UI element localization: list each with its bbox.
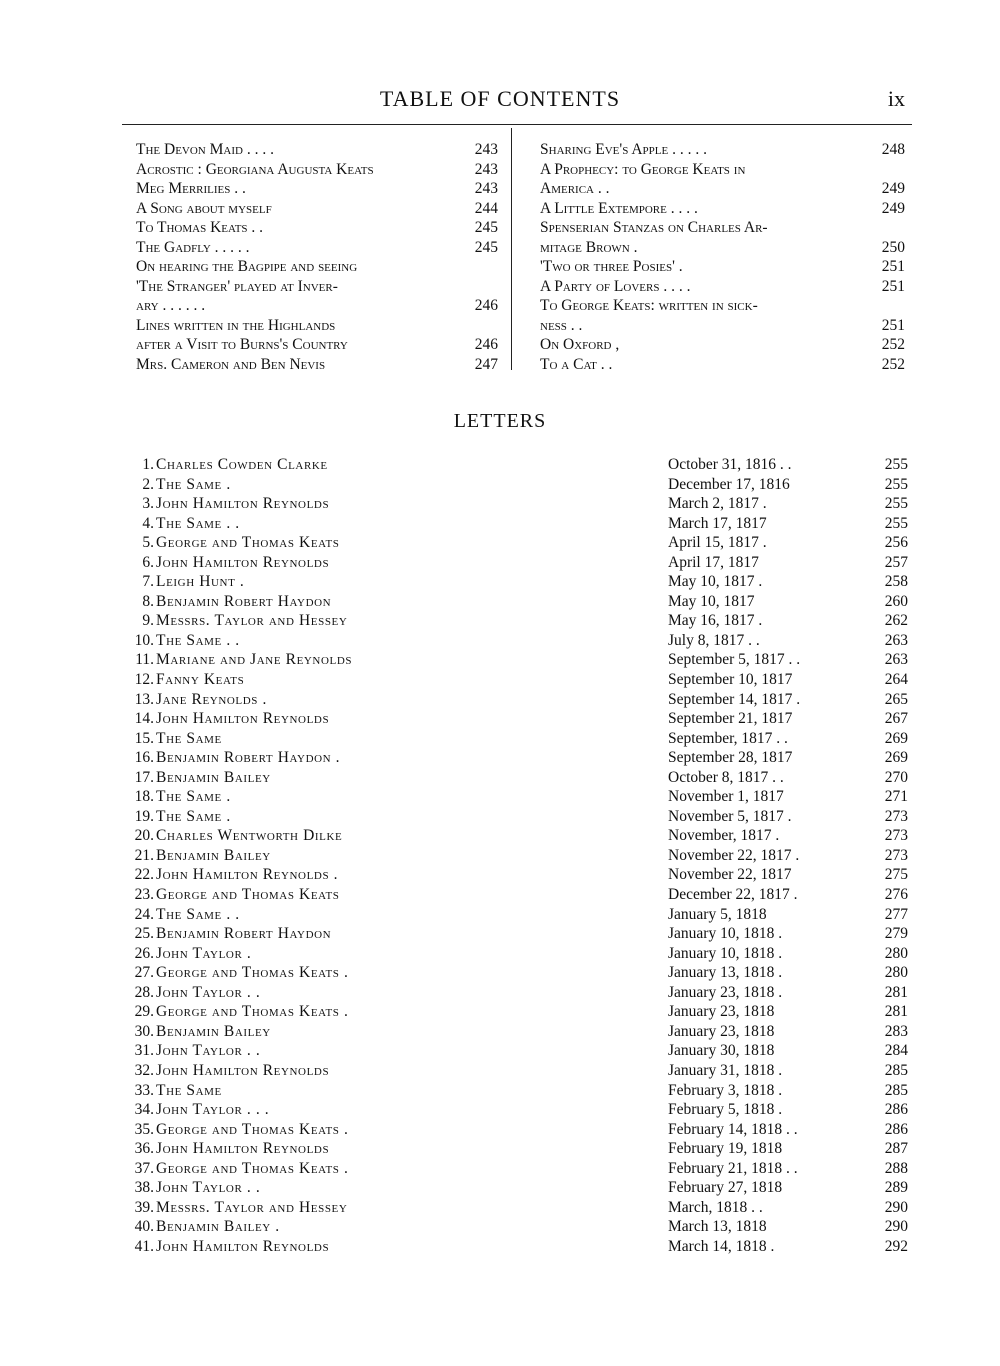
toc-entry-title: Meg Merrilies . . bbox=[136, 180, 246, 197]
letter-row bbox=[118, 1198, 908, 1218]
letter-number: 32. bbox=[134, 1061, 154, 1079]
letter-date: February 5, 1818 . bbox=[668, 1101, 783, 1119]
letter-date: November 22, 1817 . bbox=[668, 846, 800, 864]
toc-entry-title: To George Keats: written in sick- bbox=[540, 297, 758, 314]
letter-date: March 14, 1818 . bbox=[668, 1237, 775, 1255]
letter-recipient: George and Thomas Keats . bbox=[156, 1159, 349, 1177]
toc-entry-page: 246 bbox=[474, 336, 498, 353]
letter-number: 34. bbox=[134, 1101, 154, 1119]
letter-number: 20. bbox=[134, 827, 154, 845]
toc-entry bbox=[540, 160, 905, 180]
toc-entry-title: A Song about myself bbox=[136, 199, 272, 217]
letter-number: 1. bbox=[142, 456, 154, 473]
letter-date: April 15, 1817 . bbox=[668, 534, 767, 552]
letter-date: December 17, 1816 bbox=[668, 475, 790, 493]
letter-row bbox=[118, 1100, 908, 1120]
letters-section-title: LETTERS bbox=[453, 410, 547, 432]
letter-number: 30. bbox=[134, 1022, 154, 1040]
letter-row bbox=[118, 475, 908, 495]
letter-row bbox=[118, 748, 908, 768]
letter-recipient: Leigh Hunt . bbox=[156, 573, 245, 591]
letter-recipient: Benjamin Bailey bbox=[156, 846, 271, 864]
letter-row bbox=[118, 709, 908, 729]
letter-page: 269 bbox=[884, 729, 908, 747]
letter-number: 8. bbox=[142, 592, 154, 610]
letter-number: 7. bbox=[142, 573, 154, 591]
toc-entry bbox=[136, 238, 498, 258]
letter-date: September 10, 1817 bbox=[668, 671, 793, 689]
toc-entry-page bbox=[873, 218, 905, 238]
toc-entry bbox=[540, 199, 905, 219]
letter-page: 280 bbox=[884, 964, 908, 982]
letter-page: 290 bbox=[884, 1218, 908, 1236]
letter-row bbox=[118, 768, 908, 788]
toc-entry bbox=[540, 238, 905, 258]
letter-page: 275 bbox=[884, 866, 908, 884]
toc-entry-page: 249 bbox=[881, 180, 905, 197]
letter-row bbox=[118, 807, 908, 827]
toc-entry-page: 248 bbox=[881, 141, 905, 158]
letter-date: January 31, 1818 . bbox=[668, 1061, 783, 1079]
letter-row bbox=[118, 1178, 908, 1198]
letter-number: 24. bbox=[134, 905, 154, 923]
letter-recipient: John Hamilton Reynolds . bbox=[156, 866, 339, 884]
letter-row bbox=[118, 533, 908, 553]
toc-entry-title: On hearing the Bagpipe and seeing bbox=[136, 258, 358, 275]
toc-entry-page: 251 bbox=[881, 316, 905, 334]
toc-entry-title: To a Cat . . bbox=[540, 355, 613, 373]
toc-entry bbox=[540, 277, 905, 297]
letter-number: 35. bbox=[134, 1120, 154, 1138]
letter-date: November 1, 1817 bbox=[668, 788, 784, 806]
letter-number: 15. bbox=[134, 729, 154, 747]
letter-page: 270 bbox=[884, 768, 908, 786]
letter-row bbox=[118, 1217, 908, 1237]
letter-row bbox=[118, 650, 908, 670]
letter-recipient: Fanny Keats bbox=[156, 671, 245, 689]
letter-recipient: The Same . bbox=[156, 475, 231, 493]
toc-entry-page bbox=[873, 296, 905, 316]
letter-page: 264 bbox=[884, 671, 908, 689]
toc-entry-title: 'Two or three Posies' . bbox=[540, 258, 683, 275]
toc-entry bbox=[540, 257, 905, 277]
toc-entry bbox=[136, 316, 498, 336]
letter-recipient: John Hamilton Reynolds bbox=[156, 553, 330, 571]
letter-date: September 28, 1817 bbox=[668, 749, 793, 767]
letter-number: 5. bbox=[142, 534, 154, 552]
letter-number: 36. bbox=[134, 1140, 154, 1158]
letter-date: February 14, 1818 . . bbox=[668, 1120, 798, 1138]
letter-recipient: The Same bbox=[156, 1081, 222, 1099]
letter-number: 27. bbox=[134, 964, 154, 982]
letter-date: January 10, 1818 . bbox=[668, 925, 783, 943]
toc-entry-page bbox=[873, 160, 905, 180]
letter-date: November, 1817 . bbox=[668, 827, 780, 845]
letter-number: 18. bbox=[134, 788, 154, 806]
column-divider bbox=[511, 128, 512, 370]
letter-date: February 27, 1818 bbox=[668, 1179, 783, 1197]
letter-row bbox=[118, 611, 908, 631]
letter-number: 11. bbox=[135, 651, 154, 669]
letter-page: 283 bbox=[884, 1022, 908, 1040]
toc-entry-page: 243 bbox=[474, 141, 498, 158]
letter-row bbox=[118, 963, 908, 983]
letter-row bbox=[118, 1022, 908, 1042]
letter-row bbox=[118, 514, 908, 534]
letter-row bbox=[118, 1159, 908, 1179]
letter-date: September 14, 1817 . bbox=[668, 690, 801, 708]
toc-entry bbox=[540, 179, 905, 199]
letter-row bbox=[118, 455, 908, 475]
letter-number: 21. bbox=[134, 846, 154, 864]
page-number: ix bbox=[887, 86, 905, 111]
toc-left-column bbox=[136, 140, 498, 374]
letter-page: 281 bbox=[884, 983, 908, 1001]
letter-number: 41. bbox=[134, 1237, 154, 1255]
toc-entry-page: 251 bbox=[881, 277, 905, 295]
letter-number: 9. bbox=[142, 612, 154, 630]
letters-list bbox=[118, 455, 908, 1256]
toc-entry bbox=[136, 140, 498, 160]
toc-entry-title: A Little Extempore . . . . bbox=[540, 199, 698, 217]
letter-number: 22. bbox=[134, 866, 154, 884]
letter-recipient: John Hamilton Reynolds bbox=[156, 710, 330, 728]
toc-entry bbox=[540, 316, 905, 336]
toc-entry-page: 250 bbox=[881, 238, 905, 256]
toc-entry-page: 251 bbox=[881, 258, 905, 275]
letter-page: 289 bbox=[884, 1179, 908, 1197]
letter-number: 14. bbox=[134, 710, 154, 728]
letter-date: February 19, 1818 bbox=[668, 1140, 783, 1158]
letter-date: February 21, 1818 . . bbox=[668, 1159, 798, 1177]
letter-number: 40. bbox=[134, 1218, 154, 1236]
letter-number: 39. bbox=[134, 1198, 154, 1216]
toc-entry-page: 252 bbox=[881, 355, 905, 373]
letter-recipient: The Same . bbox=[156, 807, 231, 825]
toc-entry-page: 247 bbox=[474, 355, 498, 373]
letter-row bbox=[118, 670, 908, 690]
letter-page: 255 bbox=[884, 514, 908, 532]
toc-entry-page: 244 bbox=[474, 199, 498, 217]
letter-page: 287 bbox=[884, 1140, 908, 1158]
letter-recipient: Messrs. Taylor and Hessey bbox=[156, 612, 348, 630]
letter-page: 285 bbox=[884, 1081, 908, 1099]
toc-entry bbox=[136, 257, 498, 277]
letter-number: 12. bbox=[134, 671, 154, 689]
letter-recipient: John Hamilton Reynolds bbox=[156, 1237, 330, 1255]
letter-recipient: George and Thomas Keats . bbox=[156, 1120, 349, 1138]
letter-recipient: Benjamin Bailey . bbox=[156, 1218, 280, 1236]
toc-entry-page: 245 bbox=[474, 219, 498, 236]
toc-entry-title: A Party of Lovers . . . . bbox=[540, 277, 691, 295]
toc-entry-page bbox=[466, 277, 498, 297]
letter-recipient: John Taylor . . bbox=[156, 983, 261, 1001]
toc-entry-page bbox=[466, 257, 498, 277]
toc-entry-page: 245 bbox=[474, 238, 498, 256]
letter-number: 4. bbox=[142, 514, 154, 532]
letter-recipient: Benjamin Robert Haydon . bbox=[156, 749, 341, 767]
letter-date: November 5, 1817 . bbox=[668, 807, 792, 825]
letter-date: May 10, 1817 bbox=[668, 592, 755, 610]
letter-recipient: John Taylor . . . bbox=[156, 1101, 270, 1119]
letter-page: 273 bbox=[884, 827, 908, 845]
toc-entry-title: Sharing Eve's Apple . . . . . bbox=[540, 141, 707, 158]
toc-entry bbox=[540, 296, 905, 316]
letter-page: 276 bbox=[884, 886, 908, 904]
toc-entry-page: 243 bbox=[474, 180, 498, 197]
letter-row bbox=[118, 924, 908, 944]
letter-recipient: George and Thomas Keats . bbox=[156, 1003, 349, 1021]
letter-recipient: Benjamin Robert Haydon bbox=[156, 925, 332, 943]
toc-entry-title: A Prophecy: to George Keats in bbox=[540, 160, 746, 178]
toc-entry-title: America . . bbox=[540, 180, 610, 197]
letter-date: March 13, 1818 bbox=[668, 1218, 767, 1236]
letter-number: 33. bbox=[134, 1081, 154, 1099]
letter-date: September 21, 1817 bbox=[668, 710, 793, 728]
toc-entry bbox=[136, 355, 498, 375]
letter-page: 255 bbox=[884, 475, 908, 493]
letter-page: 285 bbox=[884, 1061, 908, 1079]
letter-number: 26. bbox=[134, 944, 154, 962]
toc-entry bbox=[540, 218, 905, 238]
toc-entry bbox=[136, 160, 498, 180]
letter-date: December 22, 1817 . bbox=[668, 886, 798, 904]
toc-entry-title: On Oxford , bbox=[540, 336, 620, 353]
letter-number: 10. bbox=[134, 631, 154, 649]
letter-page: 255 bbox=[884, 495, 908, 513]
page-title: TABLE OF CONTENTS bbox=[379, 86, 621, 111]
toc-entry-page: 252 bbox=[881, 336, 905, 353]
toc-entry-title: Lines written in the Highlands bbox=[136, 316, 336, 334]
letter-row bbox=[118, 729, 908, 749]
letter-date: May 10, 1817 . bbox=[668, 573, 763, 591]
toc-entry-title: 'The Stranger' played at Inver- bbox=[136, 277, 338, 295]
letter-row bbox=[118, 1237, 908, 1257]
letter-recipient: John Taylor . bbox=[156, 944, 252, 962]
letter-recipient: Mariane and Jane Reynolds bbox=[156, 651, 353, 669]
letter-row bbox=[118, 1120, 908, 1140]
letter-number: 6. bbox=[142, 553, 154, 571]
letter-number: 38. bbox=[134, 1179, 154, 1197]
toc-entry-title: Acrostic : Georgiana Augusta Keats bbox=[136, 160, 374, 178]
letter-date: January 5, 1818 bbox=[668, 905, 767, 923]
toc-entry-title: after a Visit to Burns's Country bbox=[136, 336, 348, 353]
letter-number: 3. bbox=[142, 495, 154, 513]
toc-right-column bbox=[540, 140, 905, 374]
letter-row bbox=[118, 494, 908, 514]
letter-page: 262 bbox=[884, 612, 908, 630]
letter-row bbox=[118, 865, 908, 885]
toc-entry-title: The Gadfly . . . . . bbox=[136, 238, 250, 256]
letter-date: March 2, 1817 . bbox=[668, 495, 767, 513]
letter-page: 286 bbox=[884, 1120, 908, 1138]
letter-number: 31. bbox=[134, 1042, 154, 1060]
toc-entry-title: Spenserian Stanzas on Charles Ar- bbox=[540, 219, 768, 236]
letter-page: 273 bbox=[884, 846, 908, 864]
toc-entry bbox=[136, 335, 498, 355]
toc-entry-page: 249 bbox=[881, 199, 905, 217]
letter-page: 284 bbox=[884, 1042, 908, 1060]
toc-entry bbox=[136, 218, 498, 238]
toc-entry-title: mitage Brown . bbox=[540, 238, 638, 256]
letter-row bbox=[118, 846, 908, 866]
header-rule bbox=[122, 124, 912, 125]
letter-page: 286 bbox=[884, 1101, 908, 1119]
letter-date: February 3, 1818 . bbox=[668, 1081, 783, 1099]
letter-date: January 23, 1818 . bbox=[668, 983, 783, 1001]
letter-date: October 31, 1816 . . bbox=[668, 456, 792, 473]
letter-page: 255 bbox=[884, 456, 908, 473]
toc-entry bbox=[540, 140, 905, 160]
toc-entry bbox=[136, 296, 498, 316]
letter-row bbox=[118, 1061, 908, 1081]
letter-row bbox=[118, 787, 908, 807]
letter-number: 17. bbox=[134, 768, 154, 786]
letter-date: January 30, 1818 bbox=[668, 1042, 775, 1060]
letter-recipient: Messrs. Taylor and Hessey bbox=[156, 1198, 348, 1216]
toc-entry-title: ary . . . . . . bbox=[136, 297, 206, 314]
letter-recipient: The Same . . bbox=[156, 905, 240, 923]
letter-page: 260 bbox=[884, 592, 908, 610]
letter-page: 263 bbox=[884, 631, 908, 649]
toc-entry bbox=[136, 179, 498, 199]
letter-page: 263 bbox=[884, 651, 908, 669]
letter-date: January 13, 1818 . bbox=[668, 964, 783, 982]
letter-row bbox=[118, 1139, 908, 1159]
letter-date: November 22, 1817 bbox=[668, 866, 792, 884]
letter-row bbox=[118, 1002, 908, 1022]
letter-recipient: Jane Reynolds . bbox=[156, 690, 267, 708]
letter-page: 277 bbox=[884, 905, 908, 923]
letter-number: 23. bbox=[134, 886, 154, 904]
letter-date: March, 1818 . . bbox=[668, 1198, 763, 1216]
letter-recipient: The Same bbox=[156, 729, 222, 747]
letter-row bbox=[118, 690, 908, 710]
letter-number: 25. bbox=[134, 925, 154, 943]
letter-date: January 23, 1818 bbox=[668, 1022, 775, 1040]
toc-entry-title: To Thomas Keats . . bbox=[136, 219, 264, 236]
toc-entry-page: 246 bbox=[474, 297, 498, 314]
toc-entry bbox=[540, 355, 905, 375]
letter-row bbox=[118, 944, 908, 964]
letter-recipient: Charles Cowden Clarke bbox=[156, 456, 328, 473]
letter-date: January 23, 1818 bbox=[668, 1003, 775, 1021]
toc-entry-page: 243 bbox=[474, 160, 498, 178]
letter-page: 267 bbox=[884, 710, 908, 728]
letter-recipient: Benjamin Robert Haydon bbox=[156, 592, 332, 610]
letter-row bbox=[118, 631, 908, 651]
letter-date: July 8, 1817 . . bbox=[668, 631, 760, 649]
letter-row bbox=[118, 1041, 908, 1061]
letter-row bbox=[118, 592, 908, 612]
letter-row bbox=[118, 885, 908, 905]
toc-entry-page bbox=[466, 316, 498, 336]
letter-row bbox=[118, 553, 908, 573]
letter-recipient: George and Thomas Keats . bbox=[156, 964, 349, 982]
letter-page: 281 bbox=[884, 1003, 908, 1021]
letter-row bbox=[118, 905, 908, 925]
letter-page: 257 bbox=[884, 553, 908, 571]
letter-date: March 17, 1817 bbox=[668, 514, 767, 532]
letter-page: 258 bbox=[884, 573, 908, 591]
letter-page: 265 bbox=[884, 690, 908, 708]
letter-recipient: Charles Wentworth Dilke bbox=[156, 827, 343, 845]
letter-recipient: George and Thomas Keats bbox=[156, 534, 340, 552]
letter-row bbox=[118, 572, 908, 592]
letter-recipient: John Taylor . . bbox=[156, 1042, 261, 1060]
toc-entry-title: ness . . bbox=[540, 316, 583, 334]
letter-recipient: John Taylor . . bbox=[156, 1179, 261, 1197]
letter-page: 273 bbox=[884, 807, 908, 825]
toc-entry-title: Mrs. Cameron and Ben Nevis bbox=[136, 355, 326, 373]
letter-number: 19. bbox=[134, 807, 154, 825]
letter-number: 16. bbox=[134, 749, 154, 767]
letter-page: 290 bbox=[884, 1198, 908, 1216]
letter-number: 13. bbox=[134, 690, 154, 708]
letter-recipient: Benjamin Bailey bbox=[156, 1022, 271, 1040]
letter-date: October 8, 1817 . . bbox=[668, 768, 784, 786]
letter-page: 269 bbox=[884, 749, 908, 767]
letter-number: 29. bbox=[134, 1003, 154, 1021]
letter-date: May 16, 1817 . bbox=[668, 612, 763, 630]
toc-entry-title: The Devon Maid . . . . bbox=[136, 141, 274, 158]
letter-date: April 17, 1817 bbox=[668, 553, 759, 571]
toc-entry bbox=[136, 277, 498, 297]
letter-recipient: The Same . bbox=[156, 788, 231, 806]
letter-recipient: John Hamilton Reynolds bbox=[156, 1140, 330, 1158]
letter-page: 280 bbox=[884, 944, 908, 962]
letter-row bbox=[118, 1081, 908, 1101]
letter-page: 256 bbox=[884, 534, 908, 552]
letter-row bbox=[118, 826, 908, 846]
letter-recipient: The Same . . bbox=[156, 514, 240, 532]
letter-recipient: George and Thomas Keats bbox=[156, 886, 340, 904]
letter-number: 2. bbox=[142, 475, 154, 493]
toc-entry bbox=[540, 335, 905, 355]
letter-page: 288 bbox=[884, 1159, 908, 1177]
letter-page: 279 bbox=[884, 925, 908, 943]
letter-recipient: The Same . . bbox=[156, 631, 240, 649]
letter-number: 37. bbox=[134, 1159, 154, 1177]
toc-entry bbox=[136, 199, 498, 219]
letter-row bbox=[118, 983, 908, 1003]
letter-date: January 10, 1818 . bbox=[668, 944, 783, 962]
letter-recipient: John Hamilton Reynolds bbox=[156, 1061, 330, 1079]
letter-recipient: John Hamilton Reynolds bbox=[156, 495, 330, 513]
letter-page: 271 bbox=[884, 788, 908, 806]
letter-number: 28. bbox=[134, 983, 154, 1001]
letter-recipient: Benjamin Bailey bbox=[156, 768, 271, 786]
letter-date: September 5, 1817 . . bbox=[668, 651, 801, 669]
letter-page: 292 bbox=[884, 1237, 908, 1255]
letter-date: September, 1817 . . bbox=[668, 729, 788, 747]
